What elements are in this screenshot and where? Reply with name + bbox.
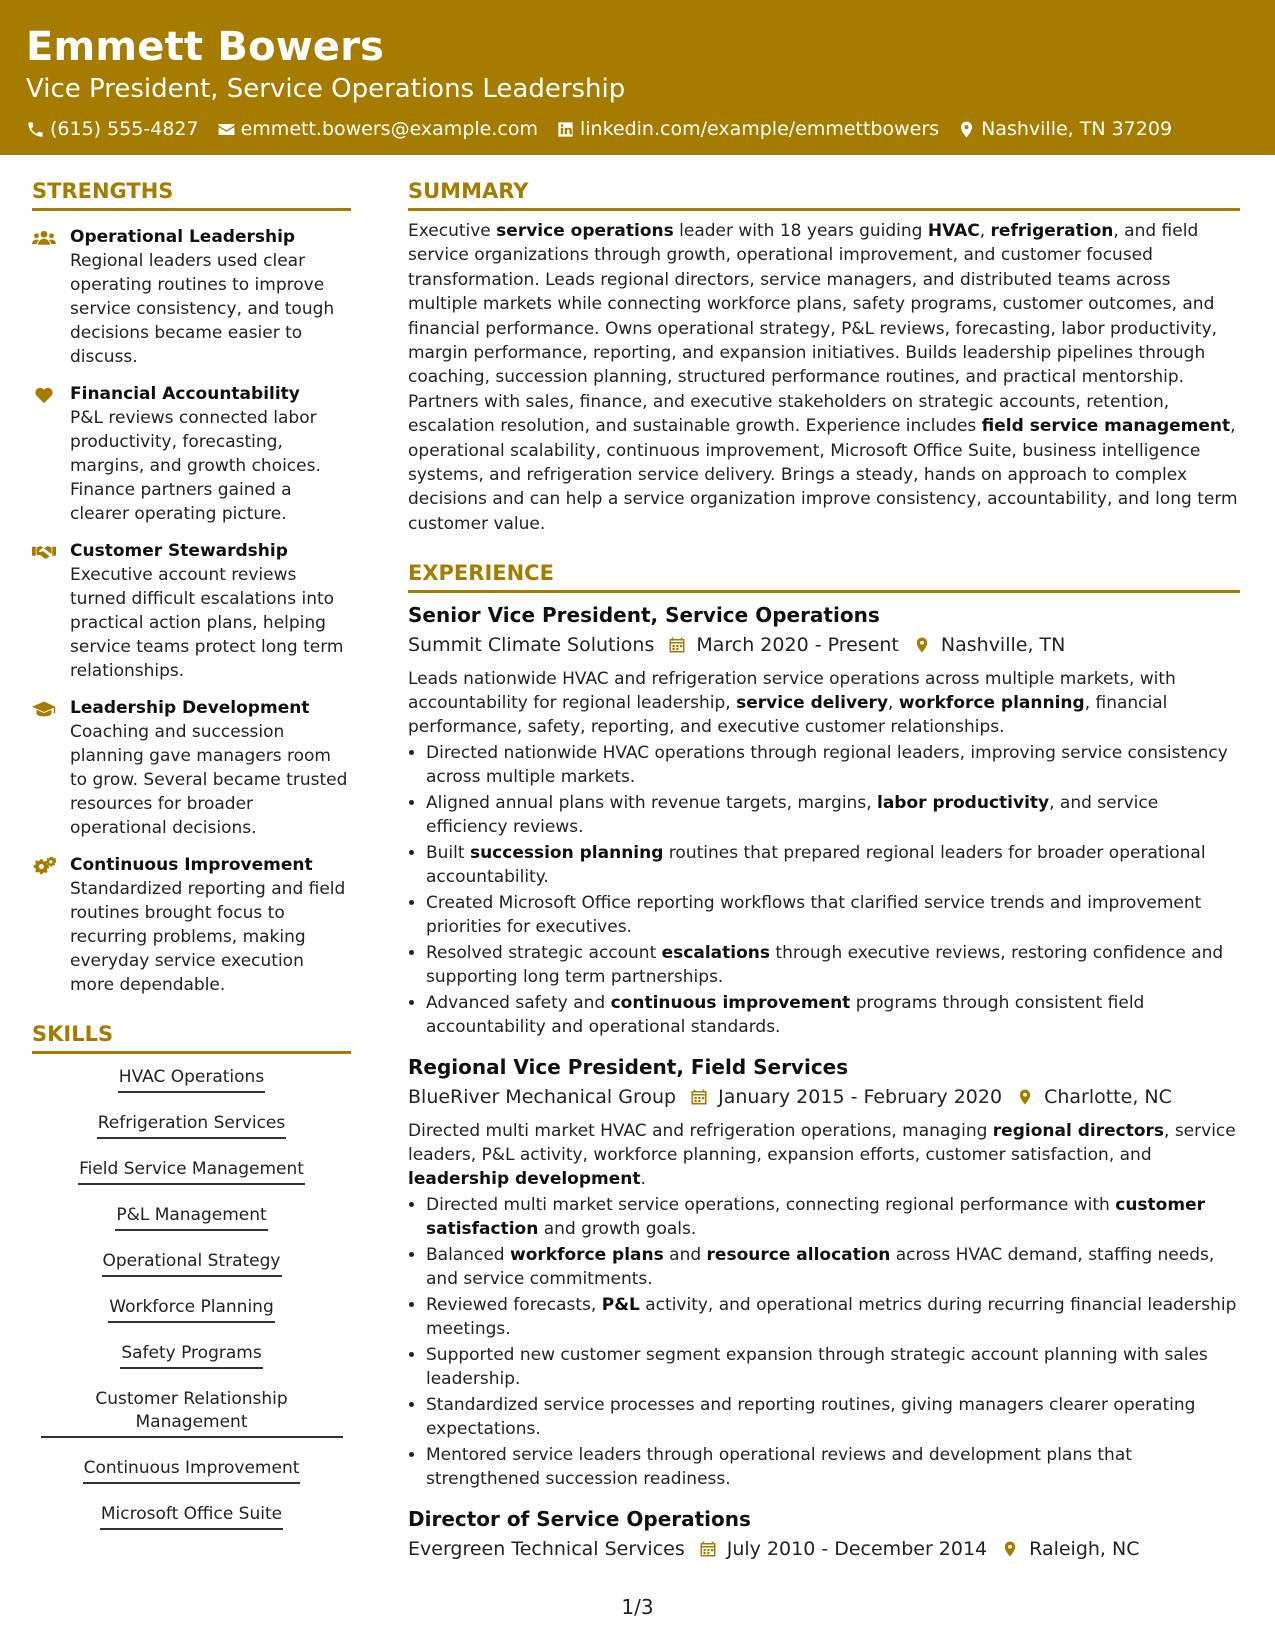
strength-item (32, 382, 351, 526)
skills-section (32, 1019, 351, 1530)
calendar-icon (699, 1539, 717, 1559)
bullet-text: activity, and operational metrics during recurring financial leadership meetings. (426, 1295, 1237, 1340)
strength-description: Executive account reviews turned difficult escalations into practical action plans, helping service teams protect long term relationships. (70, 565, 344, 681)
job-entry (408, 1053, 1240, 1491)
skill-tag: Operational Strategy (102, 1250, 282, 1277)
job-dates: January 2015 - February 2020 (718, 1086, 1003, 1109)
map-pin-icon (1001, 1539, 1019, 1559)
skill-tag: Safety Programs (120, 1342, 262, 1369)
job-company: Evergreen Technical Services (408, 1538, 685, 1561)
strength-body (70, 225, 351, 369)
experience-heading: EXPERIENCE (408, 558, 1240, 593)
strength-item (32, 853, 351, 997)
graduation-cap-icon (32, 696, 70, 840)
strength-title: Continuous Improvement (70, 855, 313, 875)
candidate-name: Emmett Bowers (26, 24, 385, 70)
skill-tag: Refrigeration Services (97, 1112, 287, 1139)
summary-emphasis: service operations (496, 221, 674, 241)
job-bullet (426, 941, 1240, 989)
strength-description: Standardized reporting and field routines brought focus to recurring problems, making everyday service execution more dependable. (70, 879, 346, 995)
bullet-emphasis: labor productivity (877, 793, 1050, 814)
job-description-text: , financial performance, safety, reporting, and executive customer relationships. (408, 693, 1168, 738)
bullet-text: through executive reviews, restoring confidence and supporting long term partnerships. (426, 943, 1224, 988)
job-meta (408, 1533, 1240, 1565)
strength-description: P&L reviews connected labor productivity, forecasting, margins, and growth choices. Finance partners gained a clearer operating picture. (70, 408, 321, 524)
skill-tag: Workforce Planning (108, 1296, 275, 1323)
strength-item (32, 539, 351, 683)
envelope-icon (217, 120, 236, 139)
contact-bar (26, 116, 1249, 142)
skill-tag: Customer Relationship Management (41, 1388, 343, 1438)
summary-emphasis: HVAC (927, 221, 980, 241)
map-pin-icon (1016, 1087, 1034, 1107)
job-dates: July 2010 - December 2014 (726, 1538, 988, 1561)
summary-emphasis: field service management (981, 416, 1231, 437)
skill-tag: HVAC Operations (118, 1066, 265, 1093)
job-description-text: . (640, 1169, 646, 1190)
strength-description: Regional leaders used clear operating routines to improve service consistency, and tough decisions became easier to discuss. (70, 251, 335, 367)
heart-icon (32, 382, 70, 526)
summary-text: , (979, 221, 991, 241)
strength-body (70, 696, 351, 840)
bullet-text: Reviewed forecasts, (426, 1295, 602, 1316)
summary-text (408, 219, 1240, 536)
job-bullet (426, 791, 1240, 839)
strengths-section (32, 176, 351, 997)
job-bullet (426, 991, 1240, 1039)
job-title: Regional Vice President, Field Services (408, 1055, 849, 1080)
job-description-text: Directed multi market HVAC and refrigeration operations, managing (408, 1121, 993, 1142)
contact-location (957, 116, 1172, 142)
linkedin-icon (556, 120, 575, 139)
bullet-emphasis: P&L (601, 1295, 640, 1316)
strength-item (32, 225, 351, 369)
job-entry (408, 1505, 1240, 1565)
skills-list (32, 1066, 351, 1530)
location-text: Nashville, TN 37209 (981, 118, 1173, 140)
phone-icon (26, 120, 45, 139)
job-bullets (408, 1193, 1240, 1491)
contact-email[interactable] (217, 116, 538, 142)
resume-header (0, 0, 1275, 155)
summary-heading: SUMMARY (408, 176, 1240, 211)
job-description-text: Leads nationwide HVAC and refrigeration service operations across multiple markets, with accountability for regional leadership, (408, 669, 1176, 714)
strength-body (70, 382, 351, 526)
job-bullet (426, 891, 1240, 939)
strength-body (70, 853, 351, 997)
bullet-text: across HVAC demand, staffing needs, and service commitments. (426, 1245, 1215, 1290)
job-bullet (426, 741, 1240, 789)
job-title: Senior Vice President, Service Operations (408, 603, 880, 628)
bullet-text: Advanced safety and (426, 993, 611, 1014)
job-description-emphasis: regional directors (992, 1121, 1165, 1142)
job-bullet (426, 1343, 1240, 1391)
gears-icon (32, 853, 70, 997)
summary-text: , operational scalability, continuous improvement, Microsoft Office Suite, business intelligence systems, and refrigeration service delivery. Brings a steady, hands on approach to complex decisions and can help a service organization improve consistency, accountability, and long term customer value. (408, 416, 1238, 534)
bullet-text: and (663, 1245, 707, 1266)
job-bullet (426, 1293, 1240, 1341)
bullet-emphasis: workforce plans (510, 1245, 664, 1266)
bullet-text: Built (426, 843, 470, 864)
bullet-text: Resolved strategic account (426, 943, 662, 964)
handshake-icon (32, 539, 70, 683)
job-bullet (426, 1443, 1240, 1491)
bullet-text: Balanced (426, 1245, 510, 1266)
strengths-heading: STRENGTHS (32, 176, 351, 211)
summary-emphasis: refrigeration (990, 221, 1114, 241)
summary-text: , and field service organizations through growth, operational improvement, and customer focused transformation. Leads regional directors, service managers, and distributed teams across multiple markets while connecting workforce plans, safety programs, customer outcomes, and financial performance. Owns operational strategy, P&L reviews, forecasting, labor productivity, margin performance, reporting, and expansion initiatives. Builds leadership pipelines through coaching, succession planning, structured performance routines, and practical mentorship. Partners with sales, finance, and executive stakeholders on strategic accounts, retention, escalation resolution, and sustainable growth. Experience includes (408, 221, 1218, 437)
skill-tag: Field Service Management (78, 1158, 305, 1185)
job-bullet (426, 841, 1240, 889)
strength-description: Coaching and succession planning gave managers room to grow. Several became trusted resources for broader operational decisions. (70, 722, 348, 838)
job-bullets (408, 741, 1240, 1039)
job-description-emphasis: workforce planning (898, 693, 1085, 714)
job-dates: March 2020 - Present (696, 634, 899, 657)
job-bullet (426, 1243, 1240, 1291)
skills-heading: SKILLS (32, 1019, 351, 1054)
bullet-emphasis: escalations (661, 943, 771, 964)
map-pin-icon (913, 635, 931, 655)
bullet-text: Aligned annual plans with revenue targets, margins, (426, 793, 877, 814)
bullet-text: Supported new customer segment expansion through strategic account planning with sales leadership. (426, 1345, 1208, 1390)
contact-linkedin[interactable] (556, 116, 939, 142)
bullet-emphasis: succession planning (469, 843, 664, 864)
email-text: emmett.bowers@example.com (240, 118, 538, 140)
job-company: Summit Climate Solutions (408, 634, 655, 657)
left-column (32, 176, 351, 1549)
job-bullet (426, 1393, 1240, 1441)
summary-text: leader with 18 years guiding (673, 221, 928, 241)
experience-section (408, 558, 1240, 1565)
bullet-emphasis: customer satisfaction (426, 1195, 1205, 1240)
job-description (408, 667, 1240, 739)
strengths-list (32, 225, 351, 997)
strength-body (70, 539, 351, 683)
bullet-text: Directed nationwide HVAC operations through regional leaders, improving service consistency across multiple markets. (426, 743, 1228, 788)
job-description-emphasis: service delivery (736, 693, 889, 714)
job-description (408, 1119, 1240, 1191)
summary-section (408, 176, 1240, 536)
right-column (408, 176, 1240, 1565)
bullet-text: and growth goals. (538, 1219, 697, 1240)
phone-text: (615) 555-4827 (50, 118, 199, 140)
bullet-text: , and service efficiency reviews. (426, 793, 1159, 838)
job-title: Director of Service Operations (408, 1507, 751, 1532)
job-meta (408, 1081, 1240, 1113)
strength-title: Leadership Development (70, 698, 310, 718)
jobs-list (408, 601, 1240, 1565)
job-location: Charlotte, NC (1044, 1086, 1172, 1109)
bullet-text: programs through consistent field accountability and operational standards. (426, 993, 1145, 1038)
skill-tag: P&L Management (115, 1204, 267, 1231)
job-description-text: , (888, 693, 899, 714)
bullet-text: Mentored service leaders through operational reviews and development plans that strengthened succession readiness. (426, 1445, 1132, 1490)
bullet-emphasis: resource allocation (706, 1245, 891, 1266)
bullet-emphasis: continuous improvement (610, 993, 851, 1014)
job-company: BlueRiver Mechanical Group (408, 1086, 677, 1109)
map-pin-icon (957, 120, 976, 139)
strength-title: Operational Leadership (70, 227, 296, 247)
job-meta (408, 629, 1240, 661)
contact-phone[interactable] (26, 116, 199, 142)
skill-tag: Continuous Improvement (83, 1457, 301, 1484)
bullet-text: Created Microsoft Office reporting workflows that clarified service trends and improvement priorities for executives. (426, 893, 1202, 938)
bullet-text: Directed multi market service operations, connecting regional performance with (426, 1195, 1116, 1216)
bullet-text: routines that prepared regional leaders for broader operational accountability. (426, 843, 1206, 888)
summary-text: Executive (408, 221, 497, 241)
bullet-text: Standardized service processes and reporting routines, giving managers clearer operating expectations. (426, 1395, 1196, 1440)
job-entry (408, 601, 1240, 1039)
candidate-title: Vice President, Service Operations Leadership (26, 74, 626, 104)
job-description-text: , service leaders, P&L activity, workforce planning, expansion efforts, customer satisfaction, and (408, 1121, 1236, 1166)
job-bullet (426, 1193, 1240, 1241)
job-location: Nashville, TN (940, 634, 1066, 657)
job-location: Raleigh, NC (1029, 1538, 1140, 1561)
strength-item (32, 696, 351, 840)
linkedin-text: linkedin.com/example/emmettbowers (579, 118, 940, 140)
users-icon (32, 225, 70, 369)
strength-title: Financial Accountability (70, 384, 300, 404)
calendar-icon (690, 1087, 708, 1107)
calendar-icon (668, 635, 686, 655)
strength-title: Customer Stewardship (70, 541, 288, 561)
job-description-emphasis: leadership development (408, 1169, 641, 1190)
page-number: 1/3 (621, 1595, 654, 1619)
skill-tag: Microsoft Office Suite (100, 1503, 283, 1530)
